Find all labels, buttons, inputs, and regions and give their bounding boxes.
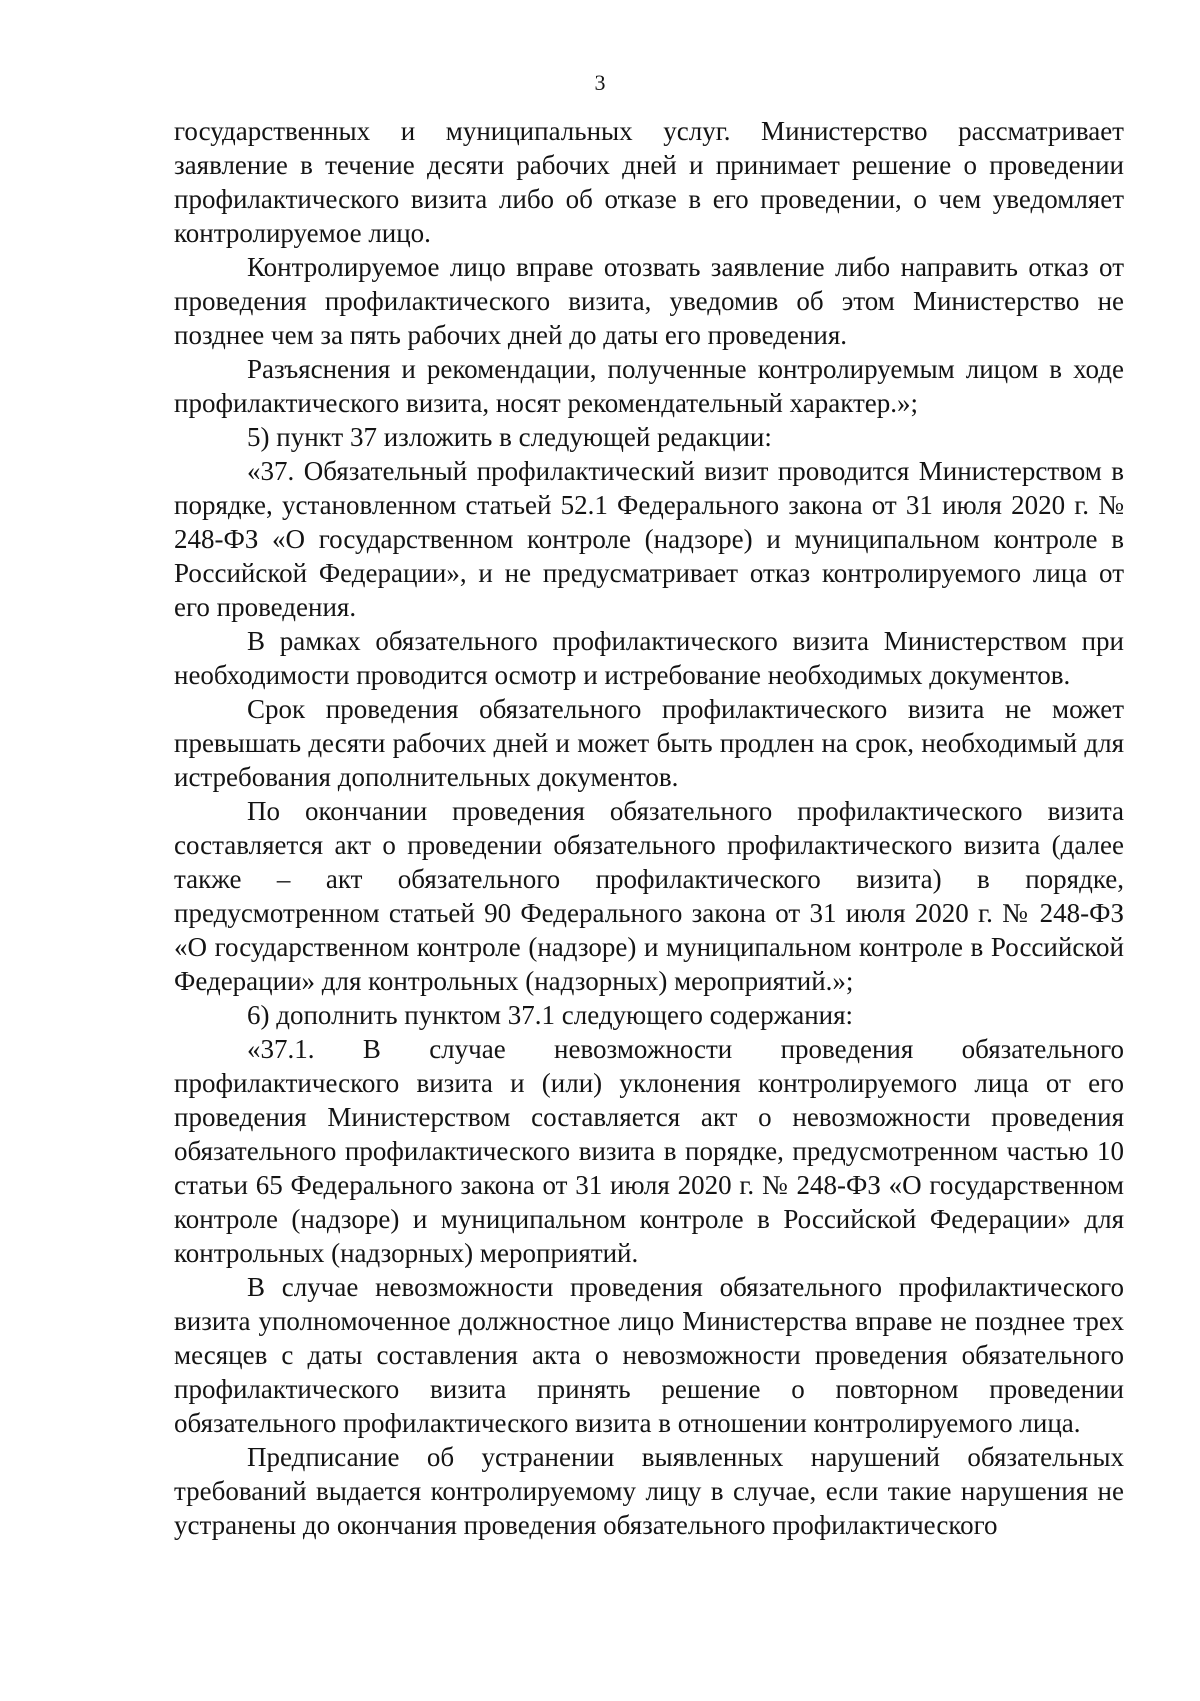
paragraph: Разъяснения и рекомендации, полученные контролируемым лицом в ходе профилактического визита, носят рекомендательный характер.»; xyxy=(174,354,1124,418)
page-number: 3 xyxy=(594,70,606,95)
paragraph: В случае невозможности проведения обязательного профилактического визита уполномоченное должностное лицо Министерства вправе не позднее трех месяцев с даты составления акта о невозможности проведения обязательного профилактического визита принять решение о повторном проведении обязательного профилактического визита в отношении контролируемого лица. xyxy=(174,1272,1124,1438)
paragraph: «37.1. В случае невозможности проведения обязательного профилактического визита и (или) уклонения контролируемого лица от его проведения Министерством составляется акт о невозможности проведения обязательного профилактического визита в порядке, предусмотренном частью 10 статьи 65 Федерального закона от 31 июля 2020 г. № 248-ФЗ «О государственном контроле (надзоре) и муниципальном контроле в Российской Федерации» для контрольных (надзорных) мероприятий. xyxy=(174,1034,1124,1268)
paragraph: Предписание об устранении выявленных нарушений обязательных требований выдается контролируемому лицу в случае, если такие нарушения не устранены до окончания проведения обязательного профилактического xyxy=(174,1442,1124,1540)
paragraph: 6) дополнить пунктом 37.1 следующего содержания: xyxy=(247,1000,854,1030)
paragraph: 5) пункт 37 изложить в следующей редакции: xyxy=(247,422,772,452)
document-body xyxy=(174,114,1124,1542)
paragraph: Контролируемое лицо вправе отозвать заявление либо направить отказ от проведения профилактического визита, уведомив об этом Министерство не позднее чем за пять рабочих дней до даты его проведения. xyxy=(174,252,1124,350)
paragraph: По окончании проведения обязательного профилактического визита составляется акт о проведении обязательного профилактического визита (далее также – акт обязательного профилактического визита) в порядке, предусмотренном статьей 90 Федерального закона от 31 июля 2020 г. № 248-ФЗ «О государственном контроле (надзоре) и муниципальном контроле в Российской Федерации» для контрольных (надзорных) мероприятий.»; xyxy=(174,796,1124,996)
paragraph: Срок проведения обязательного профилактического визита не может превышать десяти рабочих дней и может быть продлен на срок, необходимый для истребования дополнительных документов. xyxy=(174,694,1124,792)
paragraph: В рамках обязательного профилактического визита Министерством при необходимости проводится осмотр и истребование необходимых документов. xyxy=(174,626,1124,690)
paragraph: «37. Обязательный профилактический визит проводится Министерством в порядке, установленном статьей 52.1 Федерального закона от 31 июля 2020 г. № 248-ФЗ «О государственном контроле (надзоре) и муниципальном контроле в Российской Федерации», и не предусматривает отказ контролируемого лица от его проведения. xyxy=(174,456,1124,622)
paragraph: государственных и муниципальных услуг. Министерство рассматривает заявление в течение десяти рабочих дней и принимает решение о проведении профилактического визита либо об отказе в его проведении, о чем уведомляет контролируемое лицо. xyxy=(174,116,1124,248)
